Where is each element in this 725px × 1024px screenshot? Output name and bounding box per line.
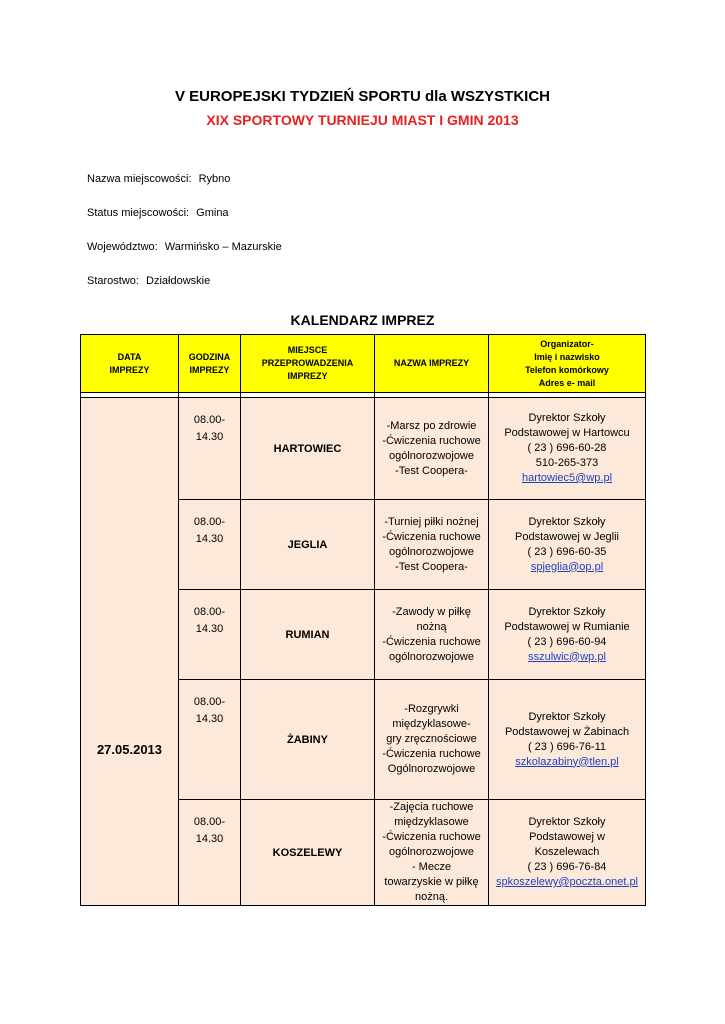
- event-place: ŻABINY: [241, 680, 375, 800]
- event-name: -Rozgrywki międzyklasowe- gry zręcznościowe -Ćwiczenia ruchowe Ogólnorozwojowe: [375, 680, 489, 800]
- header-place: MIEJSCE PRZEPROWADZENIA IMPREZY: [241, 335, 375, 393]
- organizer-email-link[interactable]: sszulwic@wp.pl: [528, 650, 606, 663]
- event-place: KOSZELEWY: [241, 800, 375, 906]
- info-label: Status miejscowości:: [87, 207, 190, 219]
- info-label: Województwo:: [87, 241, 158, 253]
- calendar-heading: KALENDARZ IMPREZ: [290, 312, 435, 328]
- event-organizer: Dyrektor Szkoły Podstawowej w Hartowcu ( 23 ) 696-60-28 510-265-373 hartowiec5@wp.pl: [489, 398, 646, 500]
- event-time: 08.00- 14.30: [179, 680, 241, 800]
- event-organizer: Dyrektor Szkoły Podstawowej w Koszelewach ( 23 ) 696-76-84 spkoszelewy@poczta.onet.pl: [489, 800, 646, 906]
- event-time: 08.00- 14.30: [179, 500, 241, 590]
- organizer-email-link[interactable]: spkoszelewy@poczta.onet.pl: [495, 876, 639, 888]
- event-organizer: Dyrektor Szkoły Podstawowej w Rumianie ( 23 ) 696-60-94 sszulwic@wp.pl: [489, 590, 646, 680]
- event-time: 08.00- 14.30: [179, 800, 241, 906]
- info-value: Warmińsko – Mazurskie: [164, 241, 282, 253]
- organizer-email-link[interactable]: szkolazabiny@tlen.pl: [515, 755, 619, 768]
- header-event: NAZWA IMPREZY: [375, 335, 489, 393]
- event-name: -Zajęcia ruchowe międzyklasowe -Ćwiczenia ruchowe ogólnorozwojowe - Mecze towarzyskie w piłkę nożną.: [375, 800, 489, 906]
- event-place: JEGLIA: [241, 500, 375, 590]
- event-time: 08.00- 14.30: [179, 590, 241, 680]
- event-organizer: Dyrektor Szkoły Podstawowej w Jeglii ( 23 ) 696-60-35 spjeglia@op.pl: [489, 500, 646, 590]
- event-place: RUMIAN: [241, 590, 375, 680]
- info-label: Nazwa miejscowości:: [87, 173, 192, 185]
- event-time: 08.00- 14.30: [179, 398, 241, 500]
- header-time: GODZINA IMPREZY: [179, 335, 241, 393]
- info-voivodeship: [87, 241, 282, 253]
- event-place: HARTOWIEC: [241, 398, 375, 500]
- organizer-email-link[interactable]: hartowiec5@wp.pl: [521, 472, 613, 484]
- event-date: 27.05.2013: [81, 398, 179, 906]
- header-organizer: Organizator- Imię i nazwisko Telefon komórkowy Adres e- mail: [489, 335, 646, 393]
- event-name: -Zawody w piłkę nożną -Ćwiczenia ruchowe ogólnorozwojowe: [375, 590, 489, 680]
- info-label: Starostwo:: [87, 275, 139, 287]
- document-title: V EUROPEJSKI TYDZIEŃ SPORTU dla WSZYSTKICH: [174, 88, 551, 105]
- info-county: [87, 275, 210, 287]
- info-locality: [87, 173, 230, 185]
- info-value: Gmina: [196, 207, 229, 219]
- organizer-email-link[interactable]: spjeglia@op.pl: [530, 560, 604, 573]
- table-header-row: [81, 335, 646, 393]
- info-value: Rybno: [198, 173, 231, 185]
- event-organizer: Dyrektor Szkoły Podstawowej w Żabinach ( 23 ) 696-76-11 szkolazabiny@tlen.pl: [489, 680, 646, 800]
- info-value: Działdowskie: [146, 275, 211, 287]
- event-name: -Turniej piłki nożnej -Ćwiczenia ruchowe ogólnorozwojowe -Test Coopera-: [375, 500, 489, 590]
- table-row: [81, 398, 646, 500]
- event-name: -Marsz po zdrowie -Ćwiczenia ruchowe ogólnorozwojowe -Test Coopera-: [375, 398, 489, 500]
- document-subtitle: XIX SPORTOWY TURNIEJU MIAST I GMIN 2013: [206, 112, 519, 128]
- info-status: [87, 207, 229, 219]
- header-date: DATA IMPREZY: [81, 335, 179, 393]
- events-table: [80, 334, 646, 906]
